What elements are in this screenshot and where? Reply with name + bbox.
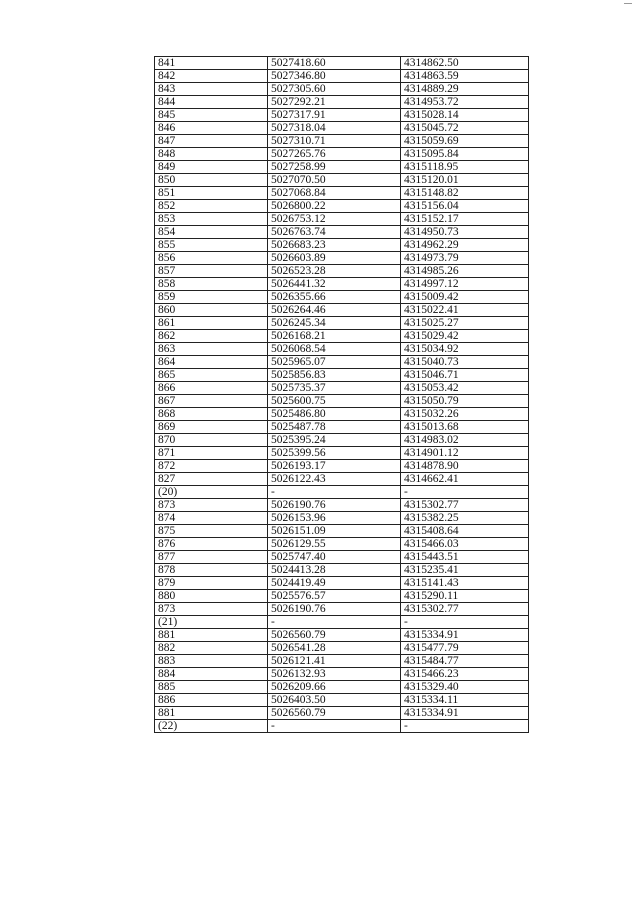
y-coordinate-cell: 4314973.79: [401, 252, 529, 265]
y-coordinate-cell: 4315095.84: [401, 148, 529, 161]
point-number-cell: 878: [155, 564, 268, 577]
x-coordinate-cell: 5026122.43: [268, 473, 401, 486]
y-coordinate-cell: -: [401, 720, 529, 733]
table-row: [155, 382, 529, 395]
table-row: [155, 616, 529, 629]
y-coordinate-cell: 4315040.73: [401, 356, 529, 369]
point-number-cell: 858: [155, 278, 268, 291]
x-coordinate-cell: 5026264.46: [268, 304, 401, 317]
table-row: [155, 486, 529, 499]
x-coordinate-cell: 5026153.96: [268, 512, 401, 525]
y-coordinate-cell: 4314662.41: [401, 473, 529, 486]
table-row: [155, 460, 529, 473]
x-coordinate-cell: 5026190.76: [268, 603, 401, 616]
x-coordinate-cell: 5027346.80: [268, 70, 401, 83]
point-number-cell: 827: [155, 473, 268, 486]
y-coordinate-cell: 4315046.71: [401, 369, 529, 382]
point-number-cell: 847: [155, 135, 268, 148]
point-number-cell: 875: [155, 525, 268, 538]
point-number-cell: 866: [155, 382, 268, 395]
x-coordinate-cell: 5026560.79: [268, 629, 401, 642]
x-coordinate-cell: 5027418.60: [268, 57, 401, 70]
y-coordinate-cell: 4314863.59: [401, 70, 529, 83]
x-coordinate-cell: 5025747.40: [268, 551, 401, 564]
table-row: [155, 200, 529, 213]
point-number-cell: 885: [155, 681, 268, 694]
x-coordinate-cell: 5026355.66: [268, 291, 401, 304]
table-row: [155, 720, 529, 733]
table-row: [155, 408, 529, 421]
table-row: [155, 174, 529, 187]
table-row: [155, 356, 529, 369]
table-row: [155, 603, 529, 616]
table-row: [155, 57, 529, 70]
x-coordinate-cell: 5027305.60: [268, 83, 401, 96]
point-number-cell: 845: [155, 109, 268, 122]
point-number-cell: 883: [155, 655, 268, 668]
table-row: [155, 135, 529, 148]
y-coordinate-cell: 4315156.04: [401, 200, 529, 213]
x-coordinate-cell: 5024413.28: [268, 564, 401, 577]
table-row: [155, 213, 529, 226]
point-number-cell: 862: [155, 330, 268, 343]
table-row: [155, 343, 529, 356]
point-number-cell: 876: [155, 538, 268, 551]
point-number-cell: 869: [155, 421, 268, 434]
y-coordinate-cell: 4315290.11: [401, 590, 529, 603]
x-coordinate-cell: 5025856.83: [268, 369, 401, 382]
table-row: [155, 590, 529, 603]
point-number-cell: 871: [155, 447, 268, 460]
y-coordinate-cell: 4315034.92: [401, 343, 529, 356]
x-coordinate-cell: 5026800.22: [268, 200, 401, 213]
table-row: [155, 122, 529, 135]
y-coordinate-cell: 4314950.73: [401, 226, 529, 239]
x-coordinate-cell: 5026129.55: [268, 538, 401, 551]
x-coordinate-cell: 5025735.37: [268, 382, 401, 395]
point-number-cell: 882: [155, 642, 268, 655]
x-coordinate-cell: 5025600.75: [268, 395, 401, 408]
table-row: [155, 655, 529, 668]
point-number-cell: 855: [155, 239, 268, 252]
point-number-cell: 853: [155, 213, 268, 226]
x-coordinate-cell: 5026523.28: [268, 265, 401, 278]
x-coordinate-cell: 5026560.79: [268, 707, 401, 720]
x-coordinate-cell: 5027317.91: [268, 109, 401, 122]
x-coordinate-cell: -: [268, 616, 401, 629]
table-row: [155, 681, 529, 694]
y-coordinate-cell: 4315148.82: [401, 187, 529, 200]
point-number-cell: (20): [155, 486, 268, 499]
y-coordinate-cell: -: [401, 486, 529, 499]
y-coordinate-cell: 4315235.41: [401, 564, 529, 577]
x-coordinate-cell: 5027310.71: [268, 135, 401, 148]
table-row: [155, 395, 529, 408]
point-number-cell: 859: [155, 291, 268, 304]
point-number-cell: 873: [155, 603, 268, 616]
point-number-cell: 865: [155, 369, 268, 382]
table-row: [155, 421, 529, 434]
y-coordinate-cell: 4315028.14: [401, 109, 529, 122]
point-number-cell: 860: [155, 304, 268, 317]
x-coordinate-cell: 5026441.32: [268, 278, 401, 291]
table-row: [155, 577, 529, 590]
point-number-cell: 873: [155, 499, 268, 512]
point-number-cell: 863: [155, 343, 268, 356]
y-coordinate-cell: 4315466.03: [401, 538, 529, 551]
table-row: [155, 668, 529, 681]
x-coordinate-cell: 5025487.78: [268, 421, 401, 434]
x-coordinate-cell: 5026068.54: [268, 343, 401, 356]
y-coordinate-cell: 4315484.77: [401, 655, 529, 668]
y-coordinate-cell: 4315334.91: [401, 629, 529, 642]
x-coordinate-cell: 5026603.89: [268, 252, 401, 265]
table-row: [155, 369, 529, 382]
table-row: [155, 499, 529, 512]
table-row: [155, 473, 529, 486]
y-coordinate-cell: 4314901.12: [401, 447, 529, 460]
point-number-cell: 844: [155, 96, 268, 109]
x-coordinate-cell: 5025395.24: [268, 434, 401, 447]
y-coordinate-cell: 4315059.69: [401, 135, 529, 148]
x-coordinate-cell: -: [268, 720, 401, 733]
point-number-cell: 867: [155, 395, 268, 408]
y-coordinate-cell: 4315009.42: [401, 291, 529, 304]
y-coordinate-cell: 4315477.79: [401, 642, 529, 655]
table-row: [155, 278, 529, 291]
y-coordinate-cell: 4315045.72: [401, 122, 529, 135]
point-number-cell: 861: [155, 317, 268, 330]
table-row: [155, 304, 529, 317]
table-row: [155, 434, 529, 447]
y-coordinate-cell: 4314983.02: [401, 434, 529, 447]
point-number-cell: 874: [155, 512, 268, 525]
y-coordinate-cell: 4315053.42: [401, 382, 529, 395]
y-coordinate-cell: 4315120.01: [401, 174, 529, 187]
table-row: [155, 96, 529, 109]
table-row: [155, 330, 529, 343]
x-coordinate-cell: 5026121.41: [268, 655, 401, 668]
point-number-cell: (21): [155, 616, 268, 629]
table-row: [155, 694, 529, 707]
table-row: [155, 538, 529, 551]
x-coordinate-cell: 5027265.76: [268, 148, 401, 161]
x-coordinate-cell: 5026151.09: [268, 525, 401, 538]
y-coordinate-cell: 4314985.26: [401, 265, 529, 278]
x-coordinate-cell: 5026763.74: [268, 226, 401, 239]
table-row: [155, 525, 529, 538]
x-coordinate-cell: 5025399.56: [268, 447, 401, 460]
table-row: [155, 629, 529, 642]
table-row: [155, 252, 529, 265]
point-number-cell: 877: [155, 551, 268, 564]
x-coordinate-cell: 5026245.34: [268, 317, 401, 330]
y-coordinate-cell: 4315152.17: [401, 213, 529, 226]
x-coordinate-cell: 5025965.07: [268, 356, 401, 369]
x-coordinate-cell: 5027070.50: [268, 174, 401, 187]
table-row: [155, 447, 529, 460]
table-row: [155, 187, 529, 200]
table-row: [155, 161, 529, 174]
y-coordinate-cell: 4315329.40: [401, 681, 529, 694]
x-coordinate-cell: 5026753.12: [268, 213, 401, 226]
x-coordinate-cell: 5026683.23: [268, 239, 401, 252]
y-coordinate-cell: 4315141.43: [401, 577, 529, 590]
table-row: [155, 291, 529, 304]
coordinates-table-body: [155, 57, 529, 733]
y-coordinate-cell: 4315302.77: [401, 603, 529, 616]
point-number-cell: 849: [155, 161, 268, 174]
point-number-cell: 850: [155, 174, 268, 187]
y-coordinate-cell: 4314997.12: [401, 278, 529, 291]
page-corner-mark: [624, 0, 632, 4]
point-number-cell: 851: [155, 187, 268, 200]
coordinates-table: [154, 56, 529, 733]
point-number-cell: 841: [155, 57, 268, 70]
y-coordinate-cell: 4315302.77: [401, 499, 529, 512]
x-coordinate-cell: 5026541.28: [268, 642, 401, 655]
y-coordinate-cell: 4314889.29: [401, 83, 529, 96]
y-coordinate-cell: 4315029.42: [401, 330, 529, 343]
y-coordinate-cell: 4315022.41: [401, 304, 529, 317]
point-number-cell: 857: [155, 265, 268, 278]
y-coordinate-cell: 4315118.95: [401, 161, 529, 174]
y-coordinate-cell: 4315408.64: [401, 525, 529, 538]
y-coordinate-cell: 4315334.91: [401, 707, 529, 720]
point-number-cell: 852: [155, 200, 268, 213]
x-coordinate-cell: 5027318.04: [268, 122, 401, 135]
y-coordinate-cell: 4314862.50: [401, 57, 529, 70]
point-number-cell: 879: [155, 577, 268, 590]
x-coordinate-cell: -: [268, 486, 401, 499]
x-coordinate-cell: 5026193.17: [268, 460, 401, 473]
x-coordinate-cell: 5026403.50: [268, 694, 401, 707]
table-row: [155, 564, 529, 577]
table-row: [155, 239, 529, 252]
point-number-cell: 870: [155, 434, 268, 447]
y-coordinate-cell: 4315382.25: [401, 512, 529, 525]
x-coordinate-cell: 5027068.84: [268, 187, 401, 200]
table-row: [155, 109, 529, 122]
y-coordinate-cell: 4315334.11: [401, 694, 529, 707]
table-row: [155, 148, 529, 161]
x-coordinate-cell: 5026190.76: [268, 499, 401, 512]
x-coordinate-cell: 5026209.66: [268, 681, 401, 694]
point-number-cell: 843: [155, 83, 268, 96]
point-number-cell: 842: [155, 70, 268, 83]
x-coordinate-cell: 5026168.21: [268, 330, 401, 343]
point-number-cell: 886: [155, 694, 268, 707]
y-coordinate-cell: 4315013.68: [401, 421, 529, 434]
x-coordinate-cell: 5026132.93: [268, 668, 401, 681]
point-number-cell: 848: [155, 148, 268, 161]
table-row: [155, 551, 529, 564]
y-coordinate-cell: 4315466.23: [401, 668, 529, 681]
x-coordinate-cell: 5025576.57: [268, 590, 401, 603]
y-coordinate-cell: 4314962.29: [401, 239, 529, 252]
table-row: [155, 70, 529, 83]
y-coordinate-cell: 4315443.51: [401, 551, 529, 564]
x-coordinate-cell: 5024419.49: [268, 577, 401, 590]
table-row: [155, 642, 529, 655]
point-number-cell: 864: [155, 356, 268, 369]
point-number-cell: 881: [155, 629, 268, 642]
point-number-cell: 872: [155, 460, 268, 473]
point-number-cell: 856: [155, 252, 268, 265]
table-row: [155, 226, 529, 239]
x-coordinate-cell: 5027258.99: [268, 161, 401, 174]
point-number-cell: 854: [155, 226, 268, 239]
x-coordinate-cell: 5027292.21: [268, 96, 401, 109]
table-row: [155, 707, 529, 720]
point-number-cell: 880: [155, 590, 268, 603]
point-number-cell: 846: [155, 122, 268, 135]
table-row: [155, 265, 529, 278]
point-number-cell: (22): [155, 720, 268, 733]
point-number-cell: 884: [155, 668, 268, 681]
table-row: [155, 317, 529, 330]
table-row: [155, 83, 529, 96]
y-coordinate-cell: -: [401, 616, 529, 629]
x-coordinate-cell: 5025486.80: [268, 408, 401, 421]
y-coordinate-cell: 4314953.72: [401, 96, 529, 109]
y-coordinate-cell: 4315025.27: [401, 317, 529, 330]
y-coordinate-cell: 4314878.90: [401, 460, 529, 473]
point-number-cell: 868: [155, 408, 268, 421]
table-row: [155, 512, 529, 525]
y-coordinate-cell: 4315050.79: [401, 395, 529, 408]
y-coordinate-cell: 4315032.26: [401, 408, 529, 421]
point-number-cell: 881: [155, 707, 268, 720]
